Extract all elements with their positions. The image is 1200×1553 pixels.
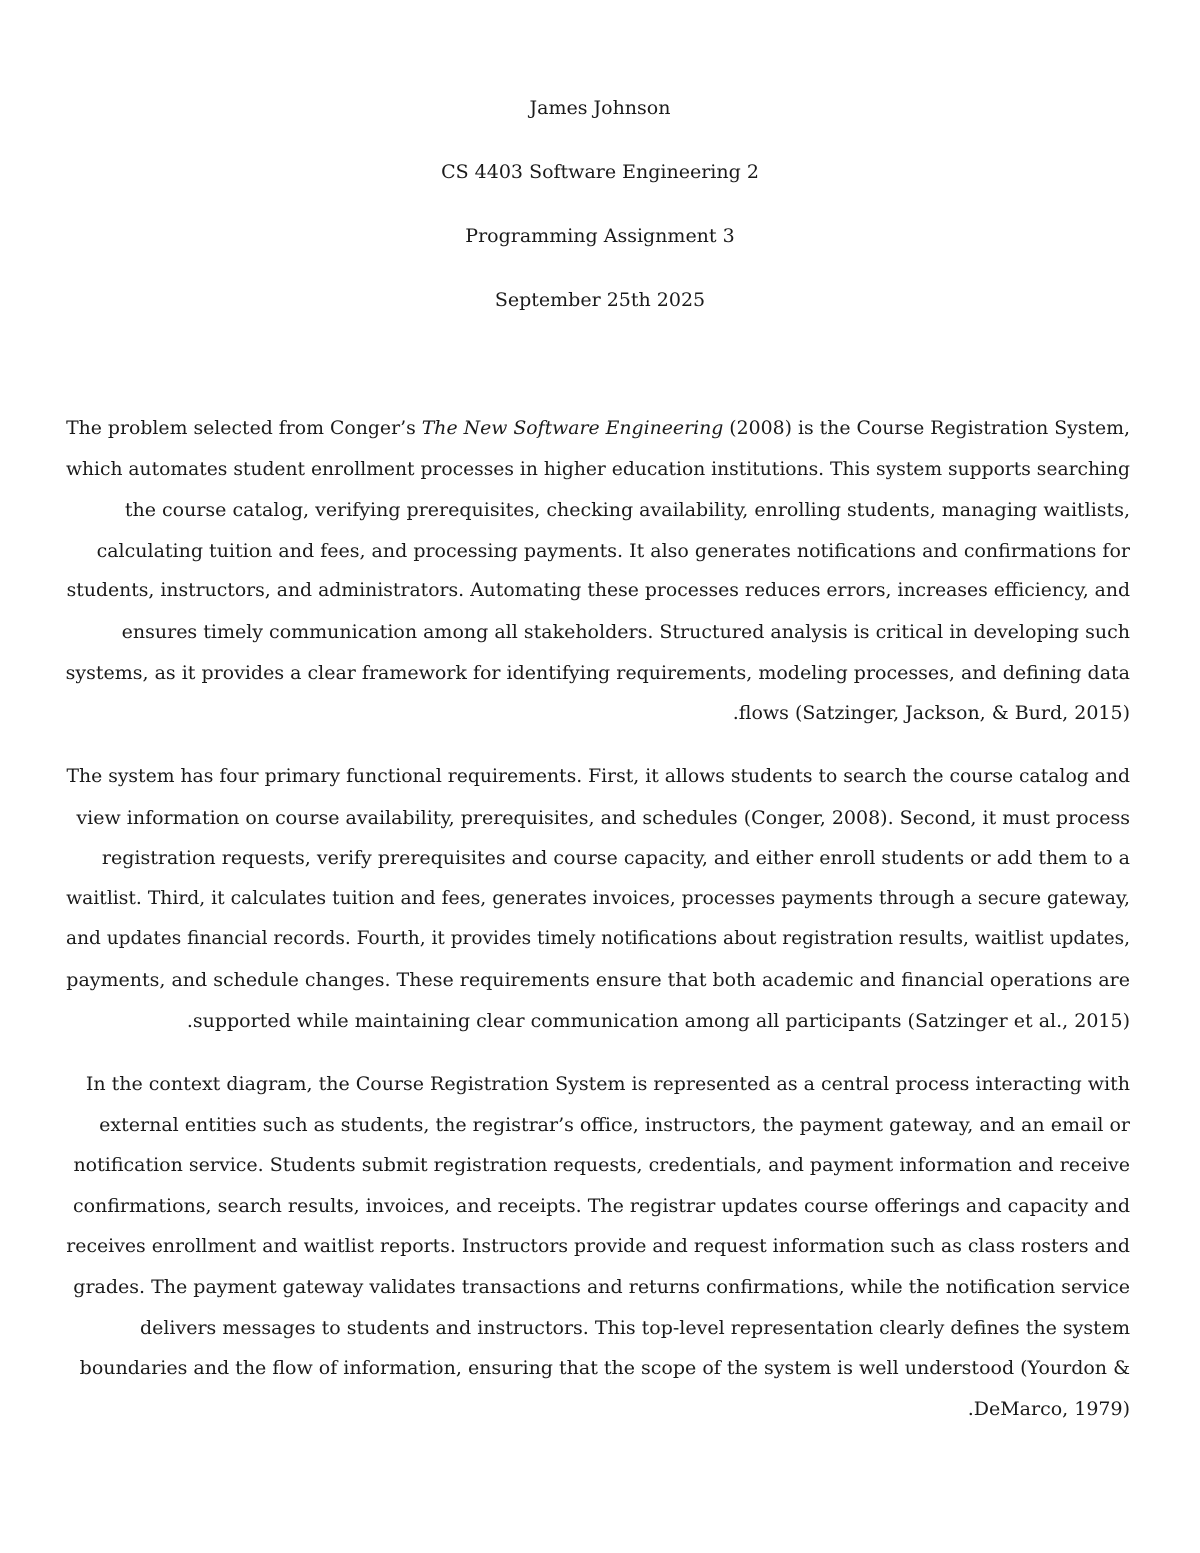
paragraph-line: students, instructors, and administrators. Automating these processes reduces errors, increases efficiency, and — [66, 580, 1130, 602]
paragraph-line: ensures timely communication among all stakeholders. Structured analysis is critical in developing such — [121, 620, 1130, 643]
author-name: James Johnson — [529, 97, 671, 119]
paragraph-line: grades. The payment gateway validates transactions and returns confirmations, while the notification service — [73, 1275, 1130, 1298]
course-title: CS 4403 Software Engineering 2 — [441, 161, 759, 183]
line-text: (2008) is the Course Registration System, — [723, 418, 1130, 439]
paragraph-requirements — [60, 757, 1130, 1041]
paragraph-line: .supported while maintaining clear communication among all participants (Satzinger et al., 2015) — [186, 1009, 1130, 1032]
line-text: The problem selected from Conger’s — [66, 418, 422, 439]
paragraph-line: In the context diagram, the Course Registration System is represented as a central process interacting with — [85, 1073, 1130, 1095]
paragraph-context-diagram — [60, 1064, 1130, 1429]
paragraph-line — [60, 409, 1130, 450]
paragraph-line: external entities such as students, the registrar’s office, instructors, the payment gateway, and an email or — [99, 1113, 1130, 1136]
paragraph-line: delivers messages to students and instructors. This top-level representation clearly defines the system — [139, 1316, 1130, 1339]
paragraph-line: registration requests, verify prerequisites and course capacity, and either enroll students or add them to a — [101, 847, 1130, 870]
paragraph-line: view information on course availability, prerequisites, and schedules (Conger, 2008). Second, it must process — [76, 806, 1130, 829]
paragraph-line: the course catalog, verifying prerequisites, checking availability, enrolling students, managing waitlists, — [124, 499, 1130, 522]
book-title: The New Software Engineering — [421, 418, 724, 439]
paragraph-line: notification service. Students submit registration requests, credentials, and payment information and receive — [73, 1154, 1130, 1177]
paragraph-line: boundaries and the flow of information, ensuring that the scope of the system is well understood (Yourdon & — [79, 1357, 1130, 1380]
paragraph-line: .DeMarco, 1979) — [967, 1397, 1130, 1420]
assignment-title: Programming Assignment 3 — [465, 225, 735, 247]
paragraph-introduction — [60, 409, 1130, 734]
paragraph-line: which automates student enrollment processes in higher education institutions. This system supports searching — [65, 458, 1130, 480]
paragraph-line: confirmations, search results, invoices, and receipts. The registrar updates course offerings and capacity and — [72, 1194, 1130, 1217]
paragraph-line: .flows (Satzinger, Jackson, & Burd, 2015) — [732, 702, 1130, 725]
submission-date: September 25th 2025 — [494, 289, 706, 311]
paragraph-line: calculating tuition and fees, and processing payments. It also generates notifications and confirmations for — [96, 539, 1130, 562]
paragraph-line: The system has four primary functional requirements. First, it allows students to search the course catalog and — [66, 766, 1130, 787]
paragraph-line: waitlist. Third, it calculates tuition and fees, generates invoices, processes payments through a secure gateway, — [66, 887, 1130, 909]
paragraph-line: systems, as it provides a clear framework for identifying requirements, modeling processes, and defining data — [65, 661, 1130, 684]
paragraph-line: payments, and schedule changes. These requirements ensure that both academic and financial operations are — [66, 968, 1130, 991]
paragraph-line: receives enrollment and waitlist reports. Instructors provide and request information such as class rosters and — [66, 1235, 1130, 1258]
paragraph-line: and updates financial records. Fourth, it provides timely notifications about registration results, waitlist updates, — [66, 928, 1130, 950]
